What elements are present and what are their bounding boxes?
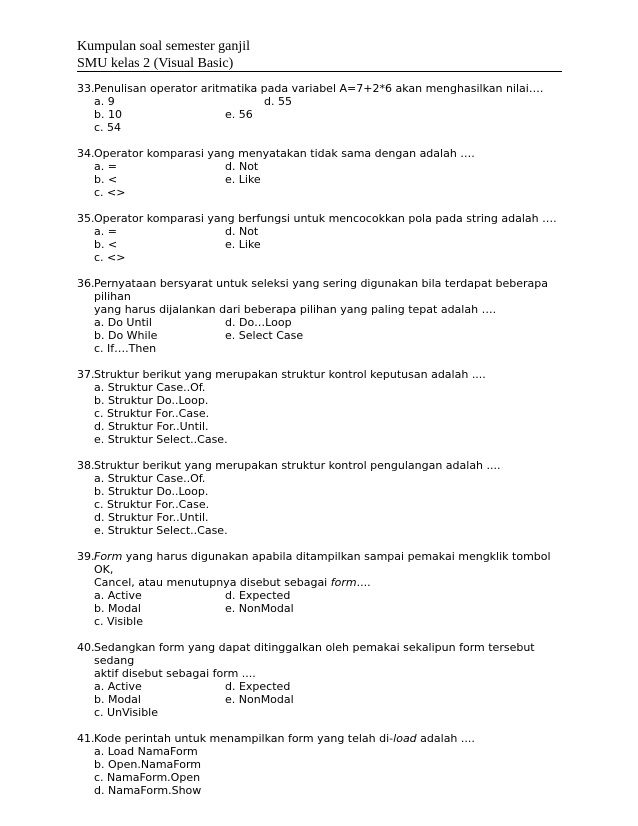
question-33 [77, 82, 567, 134]
question-text-line [94, 576, 567, 589]
option: b. Do While [94, 329, 158, 342]
option: c. Visible [94, 615, 143, 628]
option: d. Not [225, 160, 259, 173]
option: a. Load NamaForm [94, 745, 198, 758]
question-34 [77, 147, 567, 199]
document-header [77, 38, 250, 72]
question-37 [77, 368, 567, 446]
question-text [94, 277, 567, 316]
option: c. If….Then [94, 342, 157, 355]
option: c. <> [94, 251, 126, 264]
option: e. NonModal [225, 693, 294, 706]
question-text-line [94, 550, 567, 576]
option: b. Modal [94, 602, 141, 615]
option: a. Struktur Case..Of. [94, 472, 206, 485]
question-text: Struktur berikut yang merupakan struktur kontrol keputusan adalah .... [94, 368, 486, 381]
option: a. Active [94, 680, 142, 693]
option: d. Not [225, 225, 259, 238]
question-number: 38. [77, 459, 95, 472]
option: c. <> [94, 186, 126, 199]
question-41 [77, 732, 567, 797]
text-segment: .... [356, 576, 371, 589]
question-text-line: Pernyataan bersyarat untuk seleksi yang sering digunakan bila terdapat beberapa pilihan [94, 277, 549, 303]
question-40 [77, 641, 567, 719]
option: c. Struktur For..Case. [94, 498, 210, 511]
question-text: Operator komparasi yang menyatakan tidak sama dengan adalah …. [94, 147, 475, 160]
question-text: Penulisan operator aritmatika pada variabel A=7+2*6 akan menghasilkan nilai…. [94, 82, 544, 95]
text-segment: yang harus digunakan apabila ditampilkan sampai pemakai mengklik tombol OK, [94, 550, 551, 576]
text-segment: Cancel, atau menutupnya disebut sebagai [94, 576, 331, 589]
option: e. 56 [225, 108, 253, 121]
text-segment: adalah .... [416, 732, 475, 745]
option: a. Struktur Case..Of. [94, 381, 206, 394]
option: c. UnVisible [94, 706, 158, 719]
question-text: Struktur berikut yang merupakan struktur kontrol pengulangan adalah .... [94, 459, 501, 472]
question-number: 39. [77, 550, 95, 563]
question-text-line: yang harus dijalankan dari beberapa pilihan yang paling tepat adalah …. [94, 303, 497, 316]
option: e. Struktur Select..Case. [94, 524, 228, 537]
option: d. Expected [225, 589, 291, 602]
option: e. NonModal [225, 602, 294, 615]
italic-term: Form [94, 550, 123, 563]
option: a. Do Until [94, 316, 152, 329]
question-36 [77, 277, 567, 355]
question-number: 37. [77, 368, 95, 381]
option: e. Select Case [225, 329, 304, 342]
italic-term: form [330, 576, 357, 589]
option: d. Struktur For..Until. [94, 420, 209, 433]
question-number: 34. [77, 147, 95, 160]
option: d. 55 [264, 95, 292, 108]
question-text [94, 550, 567, 589]
question-35 [77, 212, 567, 264]
question-38 [77, 459, 567, 537]
option: a. = [94, 160, 117, 173]
option: d. Struktur For..Until. [94, 511, 209, 524]
question-text [94, 732, 567, 745]
question-number: 35. [77, 212, 95, 225]
option: a. Active [94, 589, 142, 602]
header-title: Kumpulan soal semester ganjil [77, 39, 251, 54]
option: c. Struktur For..Case. [94, 407, 210, 420]
option: b. < [94, 173, 118, 186]
option: a. 9 [94, 95, 115, 108]
option: e. Struktur Select..Case. [94, 433, 228, 446]
option: c. NamaForm.Open [94, 771, 201, 784]
option: b. 10 [94, 108, 122, 121]
question-text-line: Sedangkan form yang dapat ditinggalkan oleh pemakai sekalipun form tersebut sedang [94, 641, 535, 667]
italic-term: load [393, 732, 417, 745]
question-text-line: aktif disebut sebagai form .... [94, 667, 256, 680]
option: d. NamaForm.Show [94, 784, 202, 797]
text-segment: Kode perintah untuk menampilkan form yang telah di- [94, 732, 394, 745]
question-39 [77, 550, 567, 628]
question-list [77, 82, 567, 810]
option: a. = [94, 225, 117, 238]
question-number: 40. [77, 641, 95, 654]
option: d. Do…Loop [225, 316, 292, 329]
question-number: 33. [77, 82, 95, 95]
option: b. Struktur Do..Loop. [94, 485, 209, 498]
option: c. 54 [94, 121, 122, 134]
header-divider [77, 71, 562, 72]
question-text: Operator komparasi yang berfungsi untuk mencocokkan pola pada string adalah …. [94, 212, 557, 225]
option: e. Like [225, 238, 261, 251]
question-text [94, 641, 567, 680]
option: b. Open.NamaForm [94, 758, 201, 771]
question-number: 41. [77, 732, 95, 745]
option: b. < [94, 238, 118, 251]
option: d. Expected [225, 680, 291, 693]
question-number: 36. [77, 277, 95, 290]
header-subtitle: SMU kelas 2 (Visual Basic) [77, 56, 234, 71]
option: b. Struktur Do..Loop. [94, 394, 209, 407]
option: b. Modal [94, 693, 141, 706]
option: e. Like [225, 173, 261, 186]
